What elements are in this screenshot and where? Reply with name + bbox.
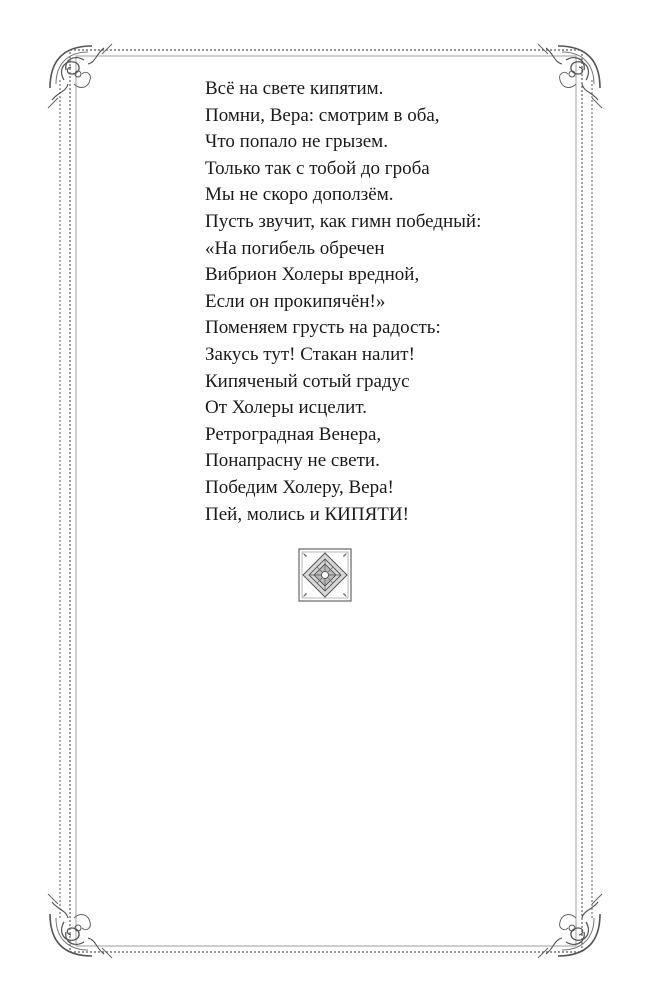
- poem-line: Ретроградная Венера,: [205, 423, 382, 445]
- poem-line: Победим Холеру, Вера!: [205, 476, 394, 498]
- poem-line: «На погибель обречен: [205, 237, 385, 259]
- poem-line: Пей, молись и КИПЯТИ!: [205, 503, 409, 525]
- poem-line: Мы не скоро доползём.: [205, 184, 394, 206]
- poem-line: Кипяченый сотый градус: [205, 370, 410, 392]
- poem-line: Закусь тут! Стакан налит!: [205, 343, 415, 365]
- poem-line: От Холеры исцелит.: [205, 397, 367, 419]
- poem-line: Поменяем грусть на радость:: [205, 317, 441, 339]
- poem-line: Что попало не грызем.: [205, 131, 388, 153]
- poem-line: Понапрасну не свети.: [205, 450, 380, 472]
- poem-line: Помни, Вера: смотрим в оба,: [205, 104, 440, 126]
- poem-line: Всё на свете кипятим.: [205, 78, 384, 99]
- poem: [205, 76, 565, 528]
- poem-line: Пусть звучит, как гимн победный:: [205, 210, 482, 232]
- poem-line: Только так с тобой до гроба: [205, 157, 430, 179]
- poem-line: Если он прокипячён!»: [205, 290, 386, 312]
- ornamental-diamond-icon: [298, 548, 352, 602]
- poem-line: Вибрион Холеры вредной,: [205, 264, 420, 286]
